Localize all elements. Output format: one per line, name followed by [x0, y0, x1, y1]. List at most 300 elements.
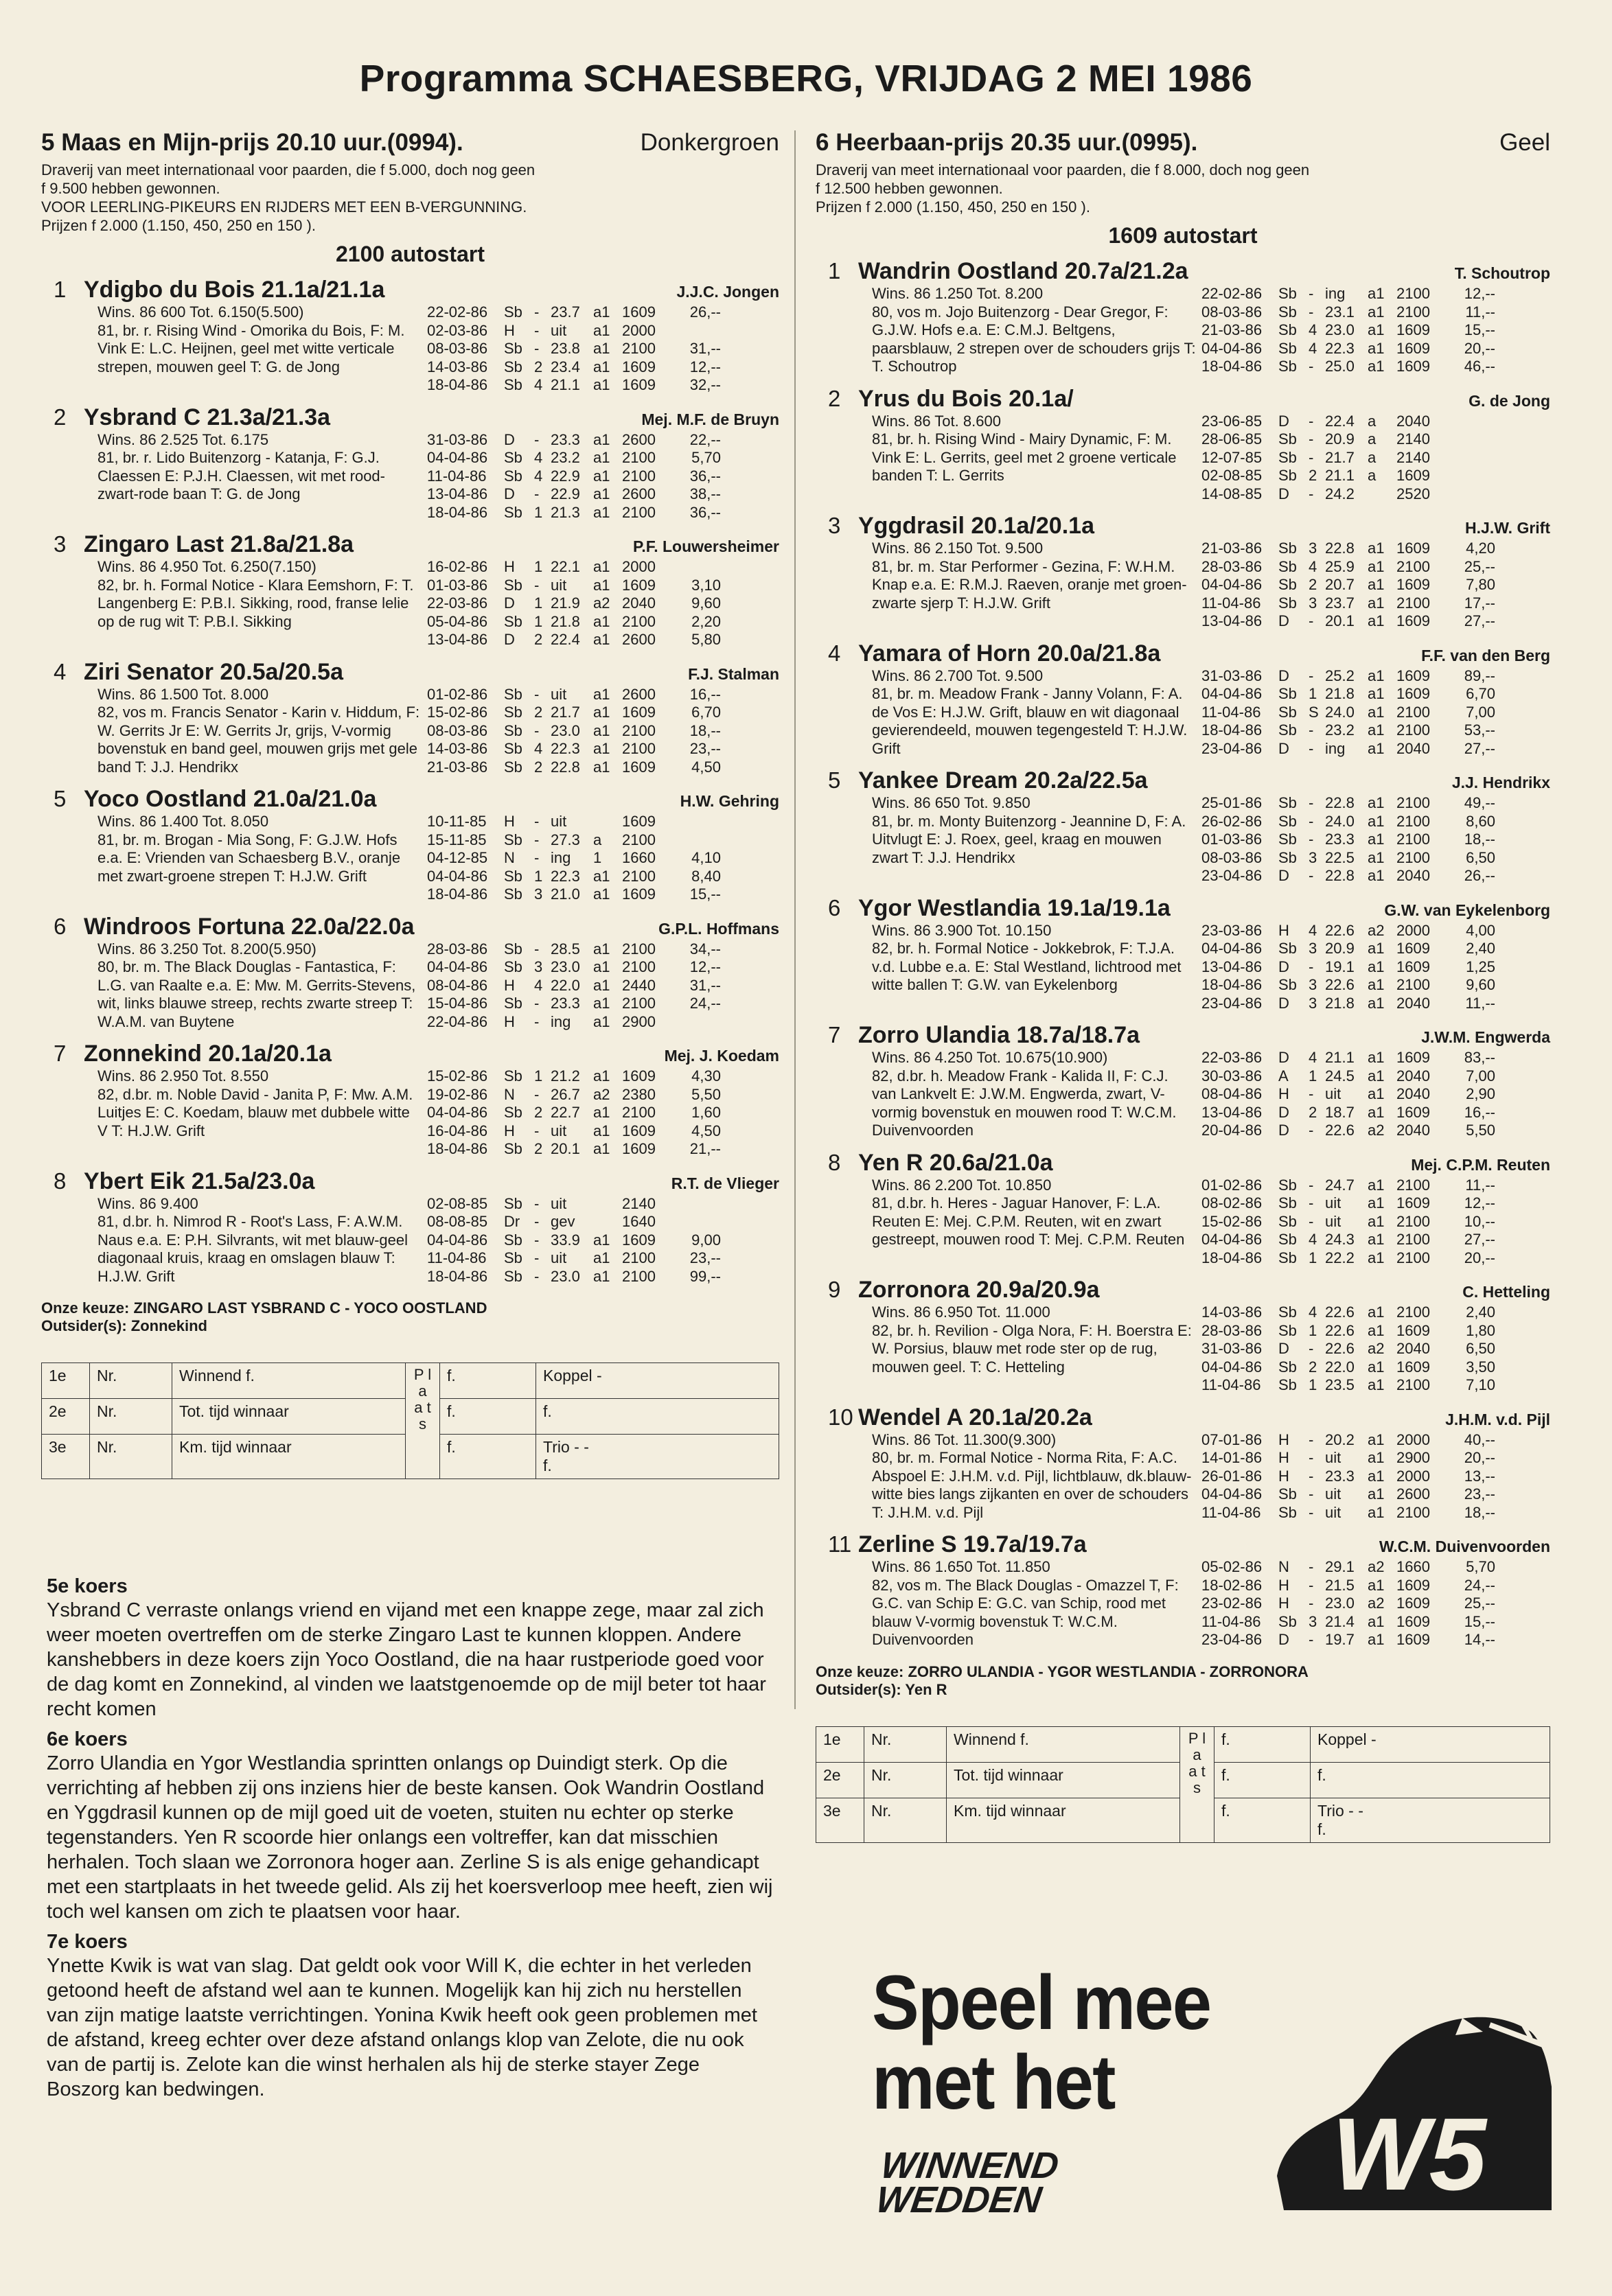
form-date: 16-04-86: [427, 1122, 488, 1139]
form-start: a1: [1368, 1612, 1385, 1630]
form-distance: 1609: [622, 303, 656, 321]
form-track: Sb: [504, 685, 522, 703]
form-row: [1201, 867, 1550, 885]
horse-winnings: Wins. 86 Tot. 11.300(9.300): [872, 1430, 1057, 1448]
form-odds: [669, 813, 721, 831]
form-start: a2: [1368, 1340, 1385, 1357]
form-distance: 2100: [622, 503, 656, 521]
race-color: Donkergroen: [640, 129, 779, 156]
horse-trainer: F.J. Stalman: [688, 664, 779, 683]
horse-number: 8: [54, 1168, 67, 1194]
form-start: a1: [1368, 703, 1385, 721]
horse-pedigree-colors: 81, br. r. Lido Buitenzorg - Katanja, F: G.J. Claessen E: P.J.H. Claessen, wit met rood-zwart-rode baan T: G. de Jong: [97, 449, 385, 502]
form-row: [1201, 667, 1550, 686]
form-row: [1201, 1376, 1550, 1395]
race-6-column: [816, 129, 1550, 1843]
form-odds: 2,40: [1466, 1303, 1495, 1321]
form-time: 22.3: [1325, 339, 1355, 357]
form-distance: 2100: [1396, 976, 1430, 993]
form-start: a1: [1368, 1467, 1385, 1485]
form-distance: 2600: [622, 631, 656, 648]
form-track: Sb: [1278, 685, 1297, 702]
form-time: 23.5: [1325, 1376, 1355, 1393]
form-place: 4: [534, 376, 543, 393]
horse-trainer: W.C.M. Duivenvoorden: [1379, 1538, 1550, 1555]
form-distance: 1609: [1396, 540, 1430, 557]
form-place: 1: [1309, 1249, 1317, 1266]
form-distance: 2140: [1396, 430, 1430, 448]
form-time: uit: [551, 685, 567, 703]
form-distance: 2040: [1396, 739, 1430, 757]
form-time: 22.8: [551, 758, 580, 776]
form-row: [1201, 831, 1550, 849]
form-distance: 2100: [622, 831, 656, 848]
form-start: [593, 813, 622, 831]
form-track: H: [1278, 1595, 1289, 1612]
form-date: 04-04-86: [1201, 940, 1263, 957]
form-distance: 1609: [622, 885, 656, 903]
form-place: 2: [1309, 1358, 1317, 1376]
form-track: Sb: [1278, 557, 1297, 575]
form-track: N: [504, 849, 515, 866]
horse-details: [872, 1176, 1550, 1268]
horse-entry: [816, 1404, 1550, 1522]
form-date: 18-04-86: [1201, 1249, 1263, 1266]
form-date: 18-04-86: [427, 1267, 488, 1285]
form-distance: 2000: [1396, 921, 1430, 939]
form-distance: 1609: [622, 576, 656, 594]
form-track: Sb: [1278, 576, 1297, 593]
form-odds: 15,--: [1464, 1612, 1495, 1630]
outsider-text: Outsider(s): Yen R: [816, 1680, 947, 1698]
form-start: a1: [593, 358, 610, 375]
form-track: Sb: [1278, 1485, 1297, 1503]
form-distance: 1609: [1396, 1612, 1430, 1630]
form-place: -: [1309, 1503, 1314, 1521]
race-start-type: 1609 autostart: [1108, 223, 1258, 248]
form-odds: 12,--: [1464, 285, 1495, 302]
form-time: 23.7: [551, 303, 580, 321]
form-row: [1201, 1613, 1550, 1632]
form-time: 22.9: [551, 485, 580, 502]
commentary-section: [47, 1575, 774, 2109]
form-row: [1201, 430, 1550, 449]
ad-logo-text: W5: [1332, 2096, 1486, 2210]
form-odds: 36,--: [689, 503, 721, 521]
form-start: a1: [593, 558, 610, 575]
horse-trainer: C. Hetteling: [1462, 1283, 1550, 1301]
form-time: 23.0: [551, 721, 580, 739]
horse-header: [41, 1041, 779, 1067]
horse-pedigree-colors: 82, vos m. The Black Douglas - Omazzel T, F: G.C. van Schip E: G.C. van Schip, rood met blauw V-vormig bovenstuk T: W.C.M. Duivenvoorden: [872, 1576, 1179, 1648]
form-place: S: [1309, 703, 1319, 721]
horse-pedigree-colors: 81, br. m. Brogan - Mia Song, F: G.J.W. Hofs e.a. E: Vrienden van Schaesberg B.V., oranje met zwart-groene strepen T: H.J.W. Grift: [97, 831, 401, 885]
form-date: 23-04-86: [1201, 739, 1263, 757]
horse-details: [97, 431, 779, 522]
form-time: 22.2: [1325, 1249, 1355, 1266]
form-row: [1201, 813, 1550, 831]
horse-pedigree-colors: 81, br. m. Meadow Frank - Janny Volann, F: A. de Vos E: H.J.W. Grift, blauw en wit diagonaal gevierendeeld, mouwen tegengesteld T: H.J.W. Grift: [872, 685, 1188, 757]
form-track: H: [1278, 1467, 1289, 1485]
horse-header: [816, 1404, 1550, 1431]
horse-number: 6: [54, 913, 67, 939]
form-odds: 17,--: [1464, 594, 1495, 612]
form-distance: 2520: [1396, 485, 1430, 502]
form-start: a1: [593, 958, 610, 975]
form-row: [1201, 1085, 1550, 1104]
form-time: 22.9: [551, 467, 580, 485]
form-start: a1: [1368, 831, 1385, 848]
form-row: [427, 831, 779, 850]
form-start: a1: [1368, 666, 1385, 684]
form-place: 4: [1309, 321, 1317, 338]
form-table: [1201, 922, 1550, 1013]
horse-header: [41, 914, 779, 940]
form-track: Sb: [1278, 1358, 1297, 1376]
form-track: Sb: [504, 740, 522, 757]
form-row: [427, 1213, 779, 1231]
horse-name: Yrus du Bois 20.1a/: [858, 385, 1074, 412]
form-row: [427, 722, 779, 741]
horse-description: [97, 431, 427, 522]
form-distance: 1609: [1396, 1194, 1430, 1211]
form-distance: 2100: [1396, 703, 1430, 721]
form-track: Sb: [1278, 358, 1297, 375]
form-table: [427, 813, 779, 904]
form-date: 01-03-86: [1201, 831, 1263, 848]
form-start: a1: [1368, 940, 1385, 957]
form-date: 08-03-86: [1201, 848, 1263, 866]
horse-number: 5: [54, 786, 67, 811]
form-row: [1201, 413, 1550, 431]
form-distance: 2600: [622, 485, 656, 502]
form-row: [427, 1140, 779, 1159]
form-row: [427, 485, 779, 504]
form-table: [1201, 667, 1550, 758]
form-place: -: [534, 303, 540, 321]
form-date: 31-03-86: [1201, 666, 1263, 684]
form-table: [1201, 1431, 1550, 1522]
race-5-column: [41, 129, 779, 1479]
horse-pedigree-colors: 82, vos m. Francis Senator - Karin v. Hiddum, F: W. Gerrits Jr E: W. Gerrits Jr, grijs, V-vormig bovenstuk en band geel, mouwen grijs met gele band T: J.J. Hendrikx: [97, 704, 420, 776]
form-time: 33.9: [551, 1231, 580, 1249]
form-start: a1: [1368, 867, 1385, 884]
form-start: a1: [1368, 1176, 1385, 1194]
form-time: 23.4: [551, 358, 580, 375]
form-time: 20.9: [1325, 430, 1355, 448]
form-track: Sb: [1278, 285, 1297, 302]
form-place: -: [534, 1267, 540, 1285]
form-time: ing: [551, 1012, 571, 1030]
commentary-text: Ynette Kwik is wat van slag. Dat geldt ook voor Will K, die echter in het verleden getoond heeft de afstand wel aan te kunnen. Mogelijk kan hij zich nu herstellen van zijn matige laatste verrichtingen. Yonina Kwik heeft ook geen problemen met de afstand, kreeg echter over deze afstand onlangs klop van Zelote, die nu ook van de partij is. Zelote kan die winst herhalen als hij de sterke stayer Zege Boszorg kan bedwingen.: [47, 1955, 757, 2100]
form-track: Sb: [1278, 1194, 1297, 1211]
form-odds: 12,--: [689, 358, 721, 375]
form-start: a1: [1368, 958, 1385, 975]
result-label: Km. tijd winnaar: [947, 1798, 1180, 1842]
race-conditions: [41, 161, 779, 235]
form-place: -: [534, 1122, 540, 1139]
result-f-trio: f.: [1317, 1820, 1326, 1838]
horse-pedigree-colors: 82, d.br. h. Meadow Frank - Kalida II, F: C.J. van Lankvelt E: J.W.M. Engwerda, zwart, V-vormig bovenstuk en mouwen rood T: W.C.M. Duivenvoorden: [872, 1067, 1177, 1139]
form-time: 24.0: [1325, 703, 1355, 721]
form-row: [427, 376, 779, 395]
form-distance: 2100: [1396, 1212, 1430, 1230]
form-date: 15-11-85: [427, 831, 487, 848]
form-odds: [1443, 467, 1495, 485]
form-place: -: [1309, 485, 1314, 502]
form-start: a1: [593, 1067, 610, 1085]
form-row: [427, 631, 779, 649]
form-row: [427, 1122, 779, 1141]
form-date: 14-01-86: [1201, 1449, 1263, 1466]
form-distance: 1609: [1396, 358, 1430, 375]
form-track: D: [504, 594, 515, 612]
form-distance: 2100: [622, 1249, 656, 1266]
form-track: Sb: [504, 1249, 522, 1266]
form-row: [427, 467, 779, 486]
horse-number: 7: [54, 1041, 67, 1066]
form-date: 30-03-86: [1201, 1067, 1263, 1085]
form-distance: 1609: [1396, 576, 1430, 593]
form-place: -: [1309, 721, 1314, 739]
result-label: Winnend f.: [947, 1727, 1180, 1763]
form-date: 11-04-86: [1201, 703, 1261, 721]
horse-trainer: Mej. M.F. de Bruyn: [641, 410, 779, 428]
form-odds: 2,40: [1466, 940, 1495, 957]
form-odds: 23,--: [689, 1249, 721, 1266]
form-distance: 2100: [622, 958, 656, 975]
form-time: 22.6: [1325, 1340, 1355, 1357]
horse-details: [872, 1049, 1550, 1140]
horse-trainer: J.J.C. Jongen: [676, 283, 779, 301]
form-place: -: [534, 1194, 540, 1212]
form-place: 1: [534, 594, 543, 612]
form-start: a1: [593, 1104, 610, 1121]
form-date: 04-04-86: [1201, 1485, 1263, 1503]
horse-header: [41, 531, 779, 558]
horse-pedigree-colors: 80, vos m. Jojo Buitenzorg - Dear Gregor, F: G.J.W. Hofs e.a. E: C.M.J. Beltgens, paarsblauw, 2 strepen over de schouders grijs T: T. Schoutrop: [872, 303, 1196, 375]
horse-details: [97, 303, 779, 395]
horse-trainer: H.J.W. Grift: [1465, 519, 1550, 537]
form-place: 2: [534, 704, 543, 721]
form-distance: 2100: [622, 340, 656, 357]
form-date: 18-04-86: [427, 376, 488, 393]
form-odds: 3,10: [691, 576, 721, 594]
form-time: uit: [1325, 1194, 1342, 1211]
form-distance: 2100: [1396, 831, 1430, 848]
form-track: Sb: [1278, 467, 1297, 484]
form-odds: 9,60: [1466, 976, 1495, 993]
horse-number: 3: [54, 531, 67, 557]
horse-details: [97, 940, 779, 1032]
result-koppel: Koppel -: [1311, 1727, 1550, 1763]
form-time: 23.0: [551, 1267, 580, 1285]
horse-header: [816, 1022, 1550, 1049]
horse-description: [872, 667, 1201, 758]
form-track: Dr: [504, 1213, 520, 1230]
race-heading: [816, 129, 1550, 156]
form-track: Sb: [504, 758, 522, 776]
form-time: 24.0: [1325, 812, 1355, 830]
form-row: [427, 740, 779, 758]
horse-description: [97, 1195, 427, 1286]
form-odds: 36,--: [689, 467, 721, 485]
form-place: 2: [534, 1104, 543, 1121]
form-odds: 18,--: [689, 721, 721, 739]
form-start: a1: [1368, 1321, 1385, 1339]
horse-header: [816, 895, 1550, 922]
form-place: 3: [1309, 848, 1317, 866]
form-track: Sb: [504, 704, 522, 721]
form-time: 20.9: [1325, 940, 1355, 957]
form-odds: 49,--: [1464, 794, 1495, 811]
horse-entry: [41, 531, 779, 649]
form-row: [1201, 1176, 1550, 1195]
form-start: a1: [593, 321, 610, 339]
form-start: a1: [1368, 685, 1385, 702]
form-date: 11-04-86: [1201, 1376, 1261, 1393]
form-start: a2: [1368, 921, 1385, 939]
form-start: a1: [1368, 1631, 1385, 1648]
horse-description: [872, 285, 1201, 376]
form-place: -: [534, 576, 540, 594]
horse-header: [816, 1277, 1550, 1303]
form-odds: 16,--: [1464, 1103, 1495, 1121]
form-odds: [669, 1195, 721, 1214]
horse-winnings: Wins. 86 1.400 Tot. 8.050: [97, 813, 269, 830]
form-time: 21.0: [551, 885, 580, 903]
form-date: 23-04-86: [1201, 1631, 1263, 1648]
our-choice-text: Onze keuze: ZINGARO LAST YSBRAND C - YOCO OOSTLAND: [41, 1299, 487, 1317]
result-place: 2e: [42, 1399, 90, 1435]
result-nr-label: Nr.: [90, 1363, 172, 1399]
result-place: 1e: [42, 1363, 90, 1399]
form-time: uit: [551, 1194, 567, 1212]
form-row: [1201, 1067, 1550, 1086]
form-distance: 2900: [1396, 1449, 1430, 1466]
form-place: 2: [1309, 576, 1317, 593]
horse-name: Zingaro Last 21.8a/21.8a: [84, 531, 354, 557]
horse-pedigree-colors: 81, br. h. Rising Wind - Mairy Dynamic, F: M. Vink E: L. Gerrits, geel met 2 groene verticale banden T: L. Gerrits: [872, 430, 1177, 484]
form-start: a1: [1368, 358, 1385, 375]
horse-name: Wendel A 20.1a/20.2a: [858, 1404, 1092, 1430]
form-place: -: [534, 995, 540, 1012]
form-distance: 2100: [1396, 557, 1430, 575]
form-place: 3: [1309, 594, 1317, 612]
form-time: 22.3: [551, 740, 580, 757]
form-table: [427, 303, 779, 395]
form-row: [1201, 558, 1550, 577]
form-time: uit: [1325, 1212, 1342, 1230]
horse-description: [97, 1067, 427, 1159]
form-table: [1201, 794, 1550, 885]
form-date: 10-11-85: [427, 813, 487, 830]
form-odds: 9,00: [691, 1231, 721, 1249]
form-odds: 11,--: [1465, 1176, 1495, 1194]
form-place: -: [1309, 448, 1314, 466]
form-date: 22-04-86: [427, 1012, 488, 1030]
horse-description: [872, 413, 1201, 504]
form-start: a1: [1368, 594, 1385, 612]
form-table: [1201, 1176, 1550, 1268]
horse-description: [872, 1176, 1201, 1268]
form-odds: 8,40: [691, 867, 721, 885]
form-row: [1201, 1595, 1550, 1613]
form-track: Sb: [504, 449, 522, 466]
form-track: D: [1278, 666, 1289, 684]
horse-name: Yggdrasil 20.1a/20.1a: [858, 513, 1094, 539]
form-time: gev: [551, 1213, 575, 1230]
horse-description: [872, 794, 1201, 885]
form-time: 19.7: [1325, 1631, 1355, 1648]
form-time: 22.0: [1325, 1358, 1355, 1376]
form-distance: 2100: [1396, 721, 1430, 739]
form-track: Sb: [504, 303, 522, 321]
form-row: [427, 995, 779, 1013]
form-place: -: [1309, 1449, 1314, 1466]
form-track: Sb: [504, 503, 522, 521]
form-time: 26.7: [551, 1085, 580, 1103]
form-time: uit: [1325, 1503, 1342, 1521]
form-row: [427, 868, 779, 886]
horse-trainer: G.P.L. Hoffmans: [658, 919, 779, 938]
result-f: f.: [440, 1435, 536, 1479]
form-distance: 2100: [1396, 794, 1430, 811]
horse-name: Zorronora 20.9a/20.9a: [858, 1277, 1100, 1303]
form-date: 23-06-85: [1201, 412, 1263, 430]
form-distance: 1609: [1396, 467, 1430, 484]
form-place: 1: [534, 612, 543, 630]
form-odds: 8,60: [1466, 812, 1495, 830]
form-place: -: [1309, 1212, 1314, 1230]
form-odds: 6,50: [1466, 1340, 1495, 1357]
commentary-text: Ysbrand C verraste onlangs vriend en vijand met een knappe zege, maar zal zich weer moeten overtreffen om de sterke Zingaro Last te kunnen kloppen. Andere kanshebbers in deze koers zijn Yoco Oostland, die na haar rustperiode goed voor de dag komt en Zonnekind, al vinden we laatstgenoemde op de mijl beter tot haar recht komen: [47, 1599, 766, 1720]
form-time: 22.5: [1325, 848, 1355, 866]
form-date: 15-04-86: [427, 995, 488, 1012]
form-place: 4: [1309, 1049, 1317, 1066]
horse-name: Zerline S 19.7a/19.7a: [858, 1531, 1087, 1557]
horse-pedigree-colors: 81, d.br. h. Nimrod R - Root's Lass, F: A.W.M. Naus e.a. E: P.H. Silvrants, wit met blauw-geel diagonaal kruis, kraag en omslagen blauw T: H.J.W. Grift: [97, 1213, 408, 1285]
result-f-trio: f.: [543, 1457, 552, 1474]
form-row: [1201, 1194, 1550, 1213]
form-distance: 1609: [1396, 685, 1430, 702]
form-odds: [669, 322, 721, 340]
form-time: uit: [551, 1249, 567, 1266]
form-distance: 2000: [622, 321, 656, 339]
horse-header: [816, 1150, 1550, 1176]
form-start: a1: [593, 1140, 610, 1157]
form-date: 28-03-86: [1201, 1321, 1263, 1339]
form-odds: 24,--: [689, 995, 721, 1012]
form-track: D: [504, 631, 515, 648]
form-time: uit: [1325, 1449, 1342, 1466]
form-place: 1: [534, 503, 543, 521]
form-row: [427, 1195, 779, 1214]
form-row: [427, 340, 779, 358]
form-start: a1: [593, 340, 610, 357]
form-time: 22.6: [1325, 1321, 1355, 1339]
form-place: -: [1309, 612, 1314, 629]
form-row: [427, 1104, 779, 1122]
form-distance: 2040: [1396, 1340, 1430, 1357]
horse-number: 8: [828, 1149, 841, 1175]
form-track: Sb: [1278, 794, 1297, 811]
commentary-heading: 6e koers: [47, 1728, 128, 1750]
form-row: [427, 594, 779, 613]
form-place: -: [534, 721, 540, 739]
form-row: [427, 849, 779, 868]
horse-header: [41, 1168, 779, 1195]
